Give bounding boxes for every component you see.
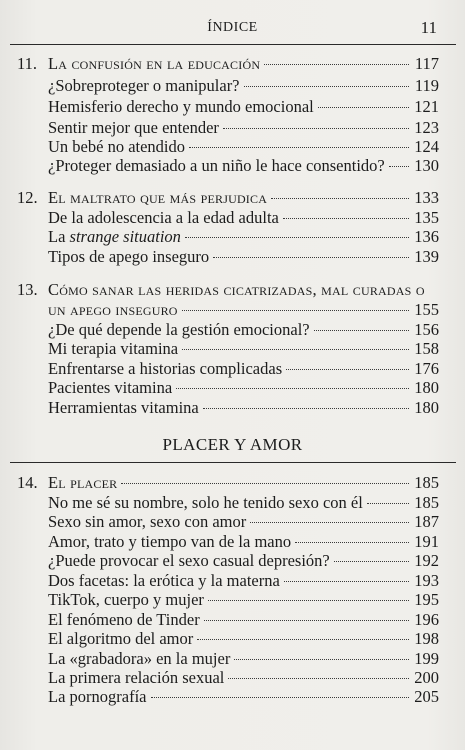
leader-dots xyxy=(367,503,409,504)
chapter-number: 13. xyxy=(17,280,38,299)
toc-entry xyxy=(0,75,465,97)
entry-title: Pacientes vitamina xyxy=(48,378,173,397)
chapter-12 xyxy=(0,187,465,209)
leader-dots xyxy=(271,198,409,199)
leader-dots xyxy=(334,561,409,562)
page-ref: 135 xyxy=(414,208,439,227)
chapter-entry xyxy=(48,54,439,74)
chapter-number: 14. xyxy=(17,473,38,492)
entry-title: Enfrentarse a historias complicadas xyxy=(48,359,283,378)
chapter-title: El placer xyxy=(48,473,118,492)
toc-entry xyxy=(0,96,465,118)
leader-dots xyxy=(189,147,409,148)
chapter-13-cont xyxy=(0,299,465,321)
leader-dots xyxy=(121,483,409,484)
page-ref: 176 xyxy=(414,359,439,378)
entry-title: La primera relación sexual xyxy=(48,668,225,687)
chapter-number: 11. xyxy=(17,54,38,73)
page-ref: 158 xyxy=(414,339,439,358)
leader-dots xyxy=(176,388,409,389)
page-ref: 187 xyxy=(414,512,439,531)
leader-dots xyxy=(208,600,409,601)
page-ref: 196 xyxy=(414,610,439,629)
entry-title-italic: strange situation xyxy=(69,227,181,246)
entry-title: TikTok, cuerpo y mujer xyxy=(48,590,204,609)
page-ref: 180 xyxy=(414,398,439,417)
page-ref: 130 xyxy=(414,156,439,175)
page-ref: 199 xyxy=(414,649,439,668)
running-title: ÍNDICE xyxy=(207,20,258,35)
page-ref: 200 xyxy=(414,668,439,687)
toc-entry xyxy=(0,628,465,650)
section-title: PLACER Y AMOR xyxy=(162,435,303,454)
entry-title: No me sé su nombre, solo he tenido sexo con él xyxy=(48,493,363,512)
page-ref: 156 xyxy=(414,320,439,339)
page-number: 11 xyxy=(420,18,437,37)
leader-dots xyxy=(250,522,409,523)
entry-title: Herramientas vitamina xyxy=(48,398,199,417)
entry-title: Sentir mejor que entender xyxy=(48,118,219,137)
entry-title: El fenómeno de Tinder xyxy=(48,610,200,629)
leader-dots xyxy=(318,107,409,108)
page-ref: 121 xyxy=(414,97,439,116)
leader-dots xyxy=(234,659,409,660)
page-ref: 139 xyxy=(414,247,439,266)
entry-title: ¿Proteger demasiado a un niño le hace consentido? xyxy=(48,156,385,175)
toc-entry xyxy=(0,377,465,399)
toc-entry xyxy=(0,397,465,419)
leader-dots xyxy=(223,128,409,129)
toc-entry xyxy=(0,246,465,268)
chapter-title: El maltrato que más perjudica xyxy=(48,188,268,207)
leader-dots xyxy=(182,310,409,311)
chapter-entry xyxy=(48,473,439,493)
page-ref: 185 xyxy=(414,473,439,492)
leader-dots xyxy=(185,237,409,238)
page-ref: 133 xyxy=(414,188,439,207)
entry-title: Mi terapia vitamina xyxy=(48,339,179,358)
entry-title: El algoritmo del amor xyxy=(48,629,194,648)
section-rule xyxy=(10,462,456,463)
leader-dots xyxy=(264,64,409,65)
page-ref: 198 xyxy=(414,629,439,648)
toc-entry xyxy=(0,686,465,708)
chapter-number: 12. xyxy=(17,188,38,207)
entry-title: La «grabadora» en la mujer xyxy=(48,649,231,668)
toc-entry xyxy=(0,550,465,572)
page-ref: 192 xyxy=(414,551,439,570)
page-ref: 155 xyxy=(414,300,439,319)
chapter-13 xyxy=(0,279,465,301)
entry-title: Sexo sin amor, sexo con amor xyxy=(48,512,247,531)
entry-title: De la adolescencia a la edad adulta xyxy=(48,208,279,227)
leader-dots xyxy=(314,330,409,331)
toc-entry xyxy=(0,338,465,360)
page-header xyxy=(0,18,465,40)
page-ref: 124 xyxy=(414,137,439,156)
entry-title: ¿Sobreproteger o manipular? xyxy=(48,76,240,95)
page-ref: 193 xyxy=(414,571,439,590)
entry-title: Tipos de apego inseguro xyxy=(48,247,210,266)
entry-title: Hemisferio derecho y mundo emocional xyxy=(48,97,314,116)
page-ref: 136 xyxy=(414,227,439,246)
chapter-title: La confusión en la educación xyxy=(48,54,261,73)
leader-dots xyxy=(213,257,409,258)
chapter-entry xyxy=(48,300,439,320)
entry-title: ¿Puede provocar el sexo casual depresión? xyxy=(48,551,330,570)
page-ref: 123 xyxy=(414,118,439,137)
page-ref: 191 xyxy=(414,532,439,551)
page-ref: 185 xyxy=(414,493,439,512)
toc-entry xyxy=(0,226,465,248)
leader-dots xyxy=(286,369,409,370)
page-ref: 117 xyxy=(414,54,439,73)
toc-entry xyxy=(0,589,465,611)
chapter-title-line2: un apego inseguro xyxy=(48,300,178,319)
leader-dots xyxy=(295,542,409,543)
leader-dots xyxy=(228,678,409,679)
leader-dots xyxy=(284,581,409,582)
entry-title: Un bebé no atendido xyxy=(48,137,186,156)
page-ref: 180 xyxy=(414,378,439,397)
entry-title-prefix: La xyxy=(48,227,70,246)
page-ref: 195 xyxy=(414,590,439,609)
leader-dots xyxy=(151,697,410,698)
leader-dots xyxy=(244,86,409,87)
toc-entry xyxy=(0,155,465,177)
leader-dots xyxy=(197,639,409,640)
page-ref: 119 xyxy=(414,76,439,95)
entry-title: Dos facetas: la erótica y la materna xyxy=(48,571,280,590)
chapter-entry xyxy=(48,188,439,208)
leader-dots xyxy=(204,620,409,621)
leader-dots xyxy=(203,408,409,409)
leader-dots xyxy=(389,166,409,167)
header-rule xyxy=(10,44,456,45)
chapter-11 xyxy=(0,53,465,75)
entry-title: Amor, trato y tiempo van de la mano xyxy=(48,532,292,551)
chapter-14 xyxy=(0,472,465,494)
toc-entry xyxy=(0,511,465,533)
page-ref: 205 xyxy=(414,687,439,706)
entry-title: La pornografía xyxy=(48,687,147,706)
entry-title: ¿De qué depende la gestión emocional? xyxy=(48,320,310,339)
leader-dots xyxy=(182,349,409,350)
leader-dots xyxy=(283,218,409,219)
chapter-title-line1: Cómo sanar las heridas cicatrizadas, mal curadas o xyxy=(48,280,425,299)
